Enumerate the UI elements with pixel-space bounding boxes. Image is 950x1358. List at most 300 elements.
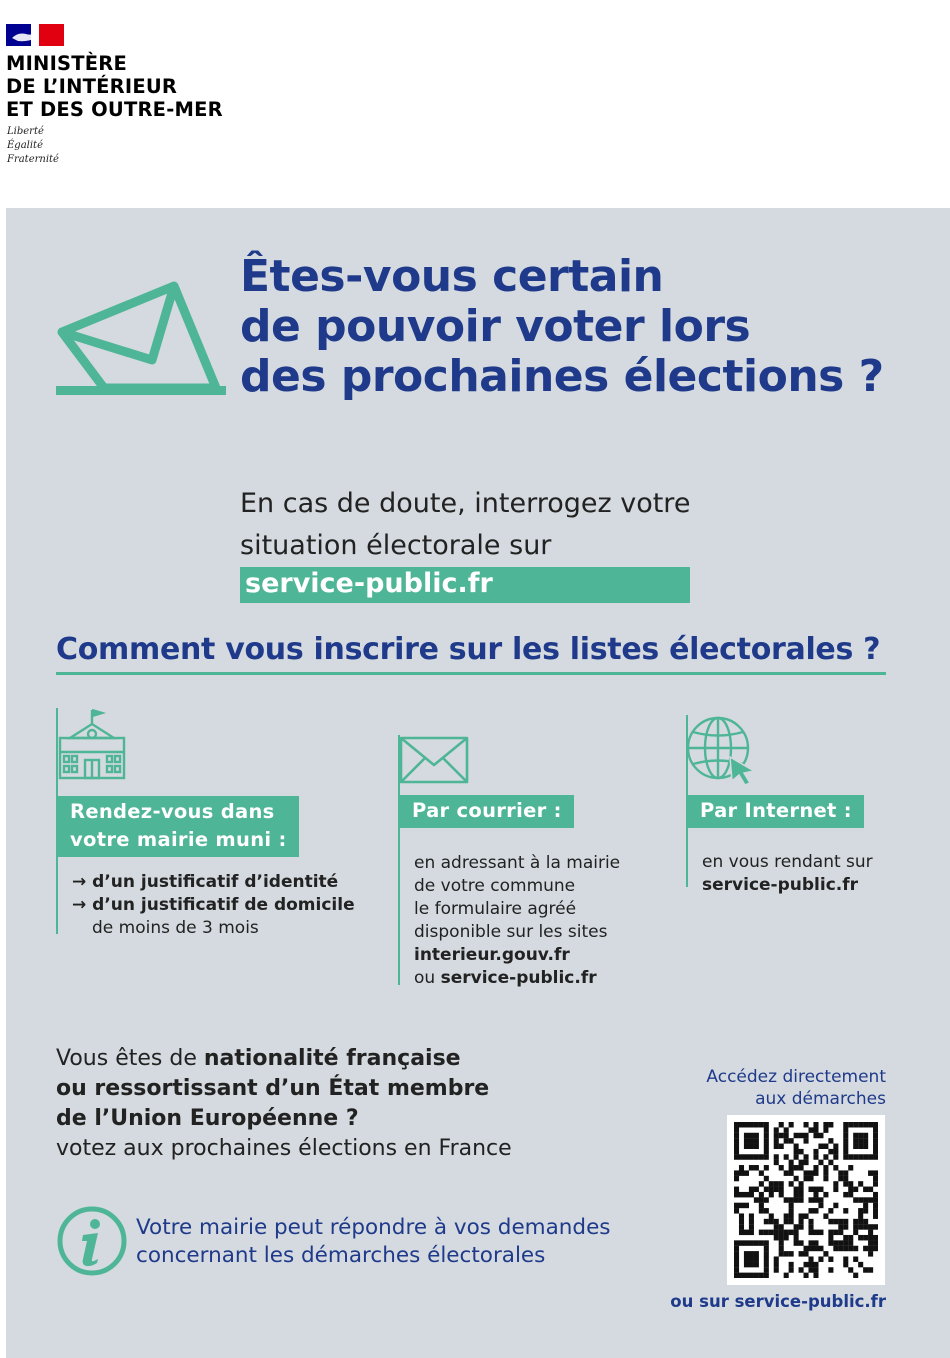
qr-module [843, 1154, 848, 1159]
motto-liberte: Liberté [7, 126, 44, 137]
qr-module [749, 1138, 754, 1143]
qr-module [823, 1170, 828, 1175]
qr-module [774, 1181, 779, 1186]
qr-module [843, 1170, 848, 1175]
qr-module [808, 1197, 813, 1202]
qr-module [754, 1256, 759, 1261]
qr-module [794, 1192, 799, 1197]
qr-module [739, 1165, 744, 1170]
nationality-message [56, 1044, 512, 1164]
qr-module [828, 1235, 833, 1240]
qr-module [789, 1230, 794, 1235]
qr-module [804, 1133, 809, 1138]
qr-module [749, 1187, 754, 1192]
courrier-line-2: de votre commune [414, 876, 576, 896]
qr-module [739, 1273, 744, 1278]
qr-module [873, 1138, 878, 1143]
qr-module [813, 1230, 818, 1235]
qr-module [784, 1235, 789, 1240]
qr-module [754, 1165, 759, 1170]
qr-module [868, 1170, 873, 1175]
mairie-tag-line-2: votre mairie muni : [70, 828, 287, 851]
qr-code[interactable] [727, 1115, 885, 1285]
qr-module [823, 1251, 828, 1256]
qr-module [754, 1144, 759, 1149]
qr-module [799, 1240, 804, 1245]
qr-module [779, 1224, 784, 1229]
qr-module [744, 1251, 749, 1256]
qr-module [873, 1224, 878, 1229]
qr-module [754, 1133, 759, 1138]
courrier-details [414, 852, 620, 990]
headline-line-3: des prochaines élections ? [240, 351, 884, 402]
qr-module [759, 1230, 764, 1235]
qr-module [843, 1240, 848, 1245]
courrier-service-public-link[interactable]: service-public.fr [440, 968, 597, 988]
how-to-register-title: Comment vous inscrire sur les listes électorales ? [56, 630, 886, 675]
qr-module [848, 1192, 853, 1197]
qr-module [784, 1251, 789, 1256]
qr-module [764, 1187, 769, 1192]
interieur-link-line [414, 944, 620, 967]
qr-module [818, 1230, 823, 1235]
headline-line-2: de pouvoir voter lors [240, 301, 751, 352]
qr-module [858, 1197, 863, 1202]
qr-module [848, 1235, 853, 1240]
qr-module [823, 1192, 828, 1197]
qr-module [868, 1154, 873, 1159]
qr-module [873, 1170, 878, 1175]
qr-module [774, 1133, 779, 1138]
qr-module [823, 1176, 828, 1181]
qr-module [813, 1165, 818, 1170]
qr-module [779, 1235, 784, 1240]
qr-module [754, 1122, 759, 1127]
qr-module [873, 1246, 878, 1251]
qr-module [833, 1240, 838, 1245]
qr-module [843, 1262, 848, 1267]
qr-module [838, 1176, 843, 1181]
qr-module [873, 1213, 878, 1218]
qr-module [789, 1138, 794, 1143]
qr-module [794, 1240, 799, 1245]
qr-module [853, 1138, 858, 1143]
qr-module [868, 1267, 873, 1272]
qr-module [794, 1176, 799, 1181]
qr-module [873, 1240, 878, 1245]
column-mairie [56, 708, 376, 948]
qr-module [734, 1154, 739, 1159]
qr-module [804, 1176, 809, 1181]
qr-module [828, 1208, 833, 1213]
requirement-domicile-note: de moins de 3 mois [92, 918, 259, 938]
qr-module [774, 1219, 779, 1224]
qr-module [808, 1219, 813, 1224]
qr-module [754, 1273, 759, 1278]
qr-module [808, 1230, 813, 1235]
qr-module [848, 1165, 853, 1170]
qr-module [749, 1230, 754, 1235]
qr-module [764, 1165, 769, 1170]
qr-module [754, 1187, 759, 1192]
envelope-icon [56, 280, 226, 406]
qr-module [779, 1230, 784, 1235]
qr-module [804, 1246, 809, 1251]
qr-module [744, 1262, 749, 1267]
qr-module [749, 1219, 754, 1224]
qr-module [739, 1240, 744, 1245]
column-internet [686, 715, 926, 895]
qr-module [858, 1219, 863, 1224]
qr-module [799, 1213, 804, 1218]
courrier-line-1: en adressant à la mairie [414, 853, 621, 873]
qr-module [823, 1213, 828, 1218]
qr-module [784, 1127, 789, 1132]
qr-module [739, 1230, 744, 1235]
qr-module [863, 1122, 868, 1127]
qr-module [754, 1197, 759, 1202]
qr-module [828, 1138, 833, 1143]
qr-module [784, 1219, 789, 1224]
column-courrier [398, 735, 658, 988]
qr-module [813, 1127, 818, 1132]
qr-module [799, 1192, 804, 1197]
qr-module [808, 1256, 813, 1261]
mail-icon [398, 735, 470, 785]
qr-module [789, 1213, 794, 1218]
internet-service-public-link[interactable]: service-public.fr [702, 875, 859, 895]
qr-module [804, 1154, 809, 1159]
qr-module [863, 1235, 868, 1240]
qr-module [749, 1224, 754, 1229]
qr-module [843, 1181, 848, 1186]
internet-link-line [702, 874, 873, 897]
qr-module [873, 1192, 878, 1197]
qr-module [848, 1240, 853, 1245]
qr-module [754, 1251, 759, 1256]
qr-module [734, 1273, 739, 1278]
qr-module [853, 1197, 858, 1202]
internet-tag: Par Internet : [688, 795, 864, 828]
service-public-link[interactable]: service-public.fr [240, 567, 690, 603]
qr-module [823, 1144, 828, 1149]
qr-module [749, 1122, 754, 1127]
qr-module [764, 1240, 769, 1245]
qr-module [779, 1240, 784, 1245]
qr-module [779, 1122, 784, 1127]
qr-module [794, 1144, 799, 1149]
qr-module [774, 1235, 779, 1240]
qr-module [873, 1122, 878, 1127]
qr-module [853, 1246, 858, 1251]
qr-module [744, 1240, 749, 1245]
qr-module [813, 1267, 818, 1272]
qr-module [749, 1165, 754, 1170]
doubt-line-2 [240, 525, 690, 603]
motto-egalite: Égalité [7, 140, 43, 151]
qr-module [808, 1224, 813, 1229]
headline-line-1: Êtes-vous certain [240, 251, 664, 302]
interieur-gouv-link[interactable]: interieur.gouv.fr [414, 945, 570, 965]
qr-module [764, 1251, 769, 1256]
qr-module [744, 1144, 749, 1149]
qr-module [744, 1192, 749, 1197]
qr-module [873, 1149, 878, 1154]
qr-module [734, 1203, 739, 1208]
qr-module [794, 1154, 799, 1159]
qr-module [764, 1144, 769, 1149]
qr-label-line-1: Accédez directement [706, 1067, 886, 1087]
qr-module [804, 1160, 809, 1165]
qr-module [784, 1230, 789, 1235]
qr-module [789, 1219, 794, 1224]
qr-module [744, 1133, 749, 1138]
qr-module [799, 1224, 804, 1229]
qr-label [706, 1066, 886, 1110]
qr-module [779, 1187, 784, 1192]
qr-module [804, 1251, 809, 1256]
qr-module [789, 1208, 794, 1213]
qr-module [769, 1230, 774, 1235]
qr-module [744, 1170, 749, 1175]
qr-module [804, 1262, 809, 1267]
qr-module [734, 1122, 739, 1127]
qr-module [749, 1144, 754, 1149]
qr-module [734, 1240, 739, 1245]
ministry-line-1: MINISTÈRE [6, 52, 128, 75]
qr-module [833, 1187, 838, 1192]
qr-module [853, 1187, 858, 1192]
qr-module [853, 1224, 858, 1229]
qr-module [848, 1181, 853, 1186]
ministry-line-2: DE L’INTÉRIEUR [6, 75, 178, 98]
qr-module [779, 1192, 784, 1197]
qr-module [774, 1138, 779, 1143]
qr-module [754, 1138, 759, 1143]
qr-module [868, 1235, 873, 1240]
qr-module [764, 1273, 769, 1278]
nationality-line-3 [56, 1104, 512, 1134]
qr-module [858, 1213, 863, 1218]
qr-module [818, 1160, 823, 1165]
qr-module [863, 1246, 868, 1251]
qr-module [873, 1154, 878, 1159]
qr-module [863, 1224, 868, 1229]
qr-module [828, 1160, 833, 1165]
qr-module [789, 1197, 794, 1202]
qr-module [868, 1224, 873, 1229]
qr-module [838, 1240, 843, 1245]
nationality-prefix: Vous êtes de [56, 1046, 204, 1071]
qr-module [774, 1262, 779, 1267]
qr-module [759, 1170, 764, 1175]
qr-module [769, 1181, 774, 1186]
qr-module [764, 1176, 769, 1181]
qr-module [739, 1122, 744, 1127]
qr-module [804, 1273, 809, 1278]
qr-module [833, 1246, 838, 1251]
qr-module [764, 1208, 769, 1213]
qr-module [799, 1165, 804, 1170]
qr-module [774, 1144, 779, 1149]
qr-module [808, 1208, 813, 1213]
qr-module [789, 1165, 794, 1170]
qr-module [794, 1224, 799, 1229]
qr-module [818, 1203, 823, 1208]
qr-module [734, 1187, 739, 1192]
qr-module [799, 1251, 804, 1256]
info-message [136, 1214, 611, 1270]
requirement-identity [72, 871, 355, 894]
qr-module [833, 1219, 838, 1224]
qr-module [789, 1170, 794, 1175]
qr-module [853, 1273, 858, 1278]
globe-cursor-icon [686, 715, 758, 785]
marianne-flag-logo [6, 24, 64, 46]
qr-module [799, 1149, 804, 1154]
qr-module [813, 1170, 818, 1175]
qr-footer-link[interactable]: ou sur service-public.fr [670, 1292, 886, 1311]
qr-module [734, 1246, 739, 1251]
qr-module [739, 1213, 744, 1218]
qr-module [818, 1246, 823, 1251]
qr-module [818, 1197, 823, 1202]
qr-module [804, 1138, 809, 1143]
qr-module [789, 1181, 794, 1186]
qr-module [764, 1154, 769, 1159]
qr-module [843, 1224, 848, 1229]
qr-module [858, 1181, 863, 1186]
republic-motto [7, 125, 59, 167]
qr-module [843, 1149, 848, 1154]
service-public-link-line [414, 967, 620, 990]
qr-module [734, 1144, 739, 1149]
qr-module [813, 1208, 818, 1213]
info-line-1: Votre mairie peut répondre à vos demandes [136, 1215, 611, 1240]
qr-module [843, 1208, 848, 1213]
doubt-line-1: En cas de doute, interrogez votre [240, 488, 691, 519]
qr-module [789, 1251, 794, 1256]
qr-module [789, 1203, 794, 1208]
qr-module [744, 1122, 749, 1127]
qr-module [843, 1246, 848, 1251]
ministry-name [6, 52, 223, 121]
qr-module [734, 1251, 739, 1256]
motto-fraternite: Fraternité [7, 154, 59, 165]
qr-module [794, 1133, 799, 1138]
qr-module [808, 1267, 813, 1272]
qr-module [784, 1138, 789, 1143]
qr-module [734, 1208, 739, 1213]
qr-module [799, 1133, 804, 1138]
qr-module [813, 1273, 818, 1278]
qr-module [764, 1262, 769, 1267]
qr-module [794, 1165, 799, 1170]
qr-module [838, 1246, 843, 1251]
qr-module [833, 1154, 838, 1159]
qr-module [853, 1133, 858, 1138]
qr-module [734, 1176, 739, 1181]
qr-module [734, 1138, 739, 1143]
qr-module [868, 1197, 873, 1202]
qr-module [833, 1181, 838, 1186]
qr-module [759, 1273, 764, 1278]
poster-panel [6, 208, 950, 1358]
qr-module [749, 1133, 754, 1138]
qr-module [749, 1273, 754, 1278]
qr-module [823, 1122, 828, 1127]
qr-module [754, 1262, 759, 1267]
qr-module [843, 1256, 848, 1261]
qr-module [739, 1224, 744, 1229]
qr-module [749, 1154, 754, 1159]
qr-module [843, 1235, 848, 1240]
qr-module [823, 1127, 828, 1132]
qr-module [744, 1203, 749, 1208]
qr-module [739, 1192, 744, 1197]
qr-module [873, 1235, 878, 1240]
qr-module [873, 1208, 878, 1213]
qr-module [764, 1138, 769, 1143]
qr-module [749, 1192, 754, 1197]
qr-module [873, 1181, 878, 1186]
qr-module [808, 1262, 813, 1267]
nationality-line-2 [56, 1074, 512, 1104]
nationality-line-1 [56, 1044, 512, 1074]
qr-module [789, 1262, 794, 1267]
qr-module [754, 1154, 759, 1159]
qr-module [863, 1219, 868, 1224]
qr-module [848, 1246, 853, 1251]
nationality-line-4: votez aux prochaines élections en France [56, 1136, 512, 1161]
qr-module [769, 1187, 774, 1192]
qr-module [734, 1262, 739, 1267]
qr-module [848, 1187, 853, 1192]
qr-module [734, 1170, 739, 1175]
qr-module [853, 1154, 858, 1159]
nationality-bold-2: ou ressortissant d’un État membre [56, 1076, 490, 1101]
main-headline [240, 252, 884, 402]
qr-module [744, 1256, 749, 1261]
qr-module [813, 1192, 818, 1197]
requirement-domicile [72, 894, 355, 917]
qr-module [759, 1181, 764, 1186]
qr-module [853, 1219, 858, 1224]
qr-module [838, 1170, 843, 1175]
qr-module [764, 1256, 769, 1261]
qr-module [784, 1197, 789, 1202]
qr-module [853, 1144, 858, 1149]
qr-module [774, 1154, 779, 1159]
qr-module [799, 1197, 804, 1202]
qr-module [759, 1208, 764, 1213]
mairie-tag-line-1: Rendez-vous dans [70, 800, 275, 823]
qr-module [858, 1144, 863, 1149]
qr-module [818, 1133, 823, 1138]
qr-module [833, 1230, 838, 1235]
town-hall-icon [56, 708, 126, 780]
qr-module [794, 1230, 799, 1235]
qr-module [794, 1235, 799, 1240]
qr-module [784, 1133, 789, 1138]
qr-module [784, 1170, 789, 1175]
qr-module [873, 1197, 878, 1202]
qr-module [818, 1187, 823, 1192]
qr-module [739, 1203, 744, 1208]
qr-module [863, 1208, 868, 1213]
ministry-line-3: ET DES OUTRE-MER [6, 98, 223, 121]
qr-module [848, 1122, 853, 1127]
